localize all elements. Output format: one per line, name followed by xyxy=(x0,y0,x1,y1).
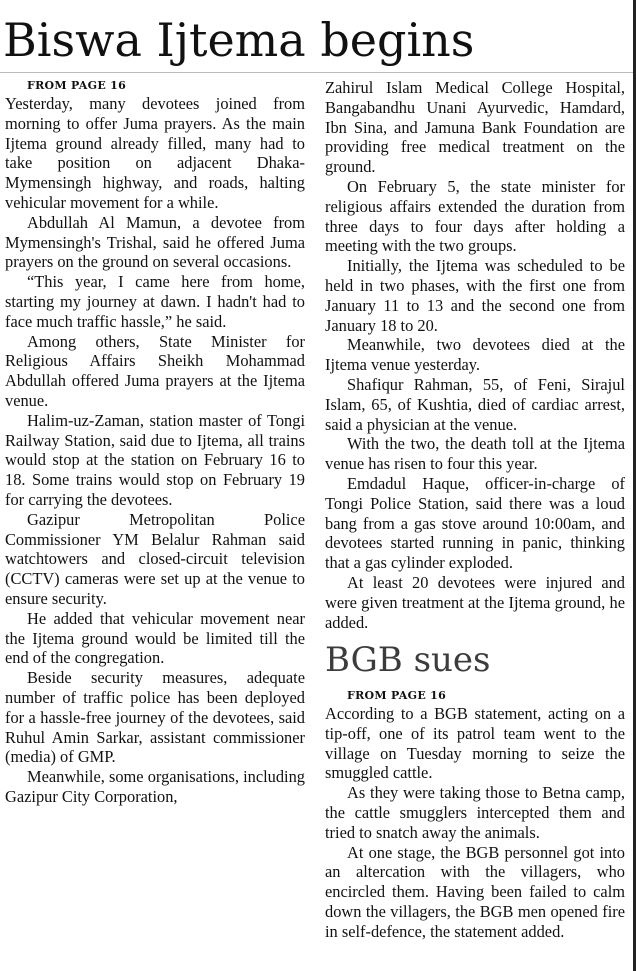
paragraph: With the two, the death toll at the Ijtema venue has risen to four this year. xyxy=(325,434,625,474)
paragraph: As they were taking those to Betna camp, the cattle smugglers intercepted them and tried to snatch away the animals. xyxy=(325,783,625,842)
paragraph: At one stage, the BGB personnel got into an altercation with the villagers, who encircled them. Having been failed to calm down the villagers, the BGB men opened fire in self-defence, the statement added. xyxy=(325,842,625,941)
paragraph: Emdadul Haque, officer-in-charge of Tongi Police Station, said there was a loud bang from a gas stove around 10:00am, and devotees started running in panic, thinking that a gas cylinder exploded. xyxy=(325,473,625,573)
paragraph: Abdullah Al Mamun, a devotee from Mymensingh's Trishal, said he offered Juma prayers on the ground on several occasions. xyxy=(5,212,305,272)
second-story-headline: BGB sues xyxy=(325,640,491,680)
continued-from-kicker: FROM PAGE 16 xyxy=(347,689,447,702)
paragraph: Among others, State Minister for Religious Affairs Sheikh Mohammad Abdullah offered Juma prayers at the Ijtema venue. xyxy=(5,331,305,410)
paragraph: According to a BGB statement, acting on a tip-off, one of its patrol team went to the village on Tuesday morning to seize the smuggled cattle. xyxy=(325,704,625,783)
paragraph: Gazipur Metropolitan Police Commissioner YM Belalur Rahman said watchtowers and closed-circuit television (CCTV) cameras were set up at the venue to ensure security. xyxy=(5,509,305,608)
paragraph: At least 20 devotees were injured and were given treatment at the Ijtema ground, he added. xyxy=(325,572,625,632)
headline: Biswa Ijtema begins xyxy=(3,13,475,67)
paragraph: Zahirul Islam Medical College Hospital, Bangabandhu Unani Ayurvedic, Hamdard, Ibn Sina, and Jamuna Bank Foundation are providing free medical treatment on the ground. xyxy=(325,78,625,177)
headline-rule xyxy=(0,72,633,73)
paragraph: Yesterday, many devotees joined from morning to offer Juma prayers. As the main Ijtema ground already filled, many had to take position on adjacent Dhaka-Mymensingh highway, and roads, halting vehicular movement for a while. xyxy=(5,94,305,212)
paragraph: Beside security measures, adequate number of traffic police has been deployed for a hassle-free journey of the devotees, said Ruhul Amin Sarkar, assistant commissioner (media) of GMP. xyxy=(5,668,305,767)
paragraph: Initially, the Ijtema was scheduled to be held in two phases, with the first one from January 11 to 13 and the second one from January 18 to 20. xyxy=(325,256,625,335)
right-column xyxy=(325,78,625,632)
paragraph: Meanwhile, some organisations, including Gazipur City Corporation, xyxy=(5,767,305,806)
paragraph: Shafiqur Rahman, 55, of Feni, Sirajul Islam, 65, of Kushtia, died of cardiac arrest, said a physician at the venue. xyxy=(325,374,625,434)
paragraph: Halim-uz-Zaman, station master of Tongi Railway Station, said due to Ijtema, all trains would stop at the station on February 16 to 18. Some trains would stop on February 19 for carrying the devotees. xyxy=(5,410,305,509)
paragraph: He added that vehicular movement near the Ijtema ground would be limited till the end of the congregation. xyxy=(5,608,305,668)
left-column xyxy=(5,78,305,807)
paragraph: “This year, I came here from home, starting my journey at dawn. I hadn't had to face much traffic hassle,” he said. xyxy=(5,272,305,331)
paragraph: Meanwhile, two devotees died at the Ijtema venue yesterday. xyxy=(325,335,625,375)
second-story-column xyxy=(325,688,625,942)
continued-from-kicker: FROM PAGE 16 xyxy=(27,79,127,92)
paragraph: On February 5, the state minister for religious affairs extended the duration from three days to four days after holding a meeting with the two groups. xyxy=(325,176,625,256)
